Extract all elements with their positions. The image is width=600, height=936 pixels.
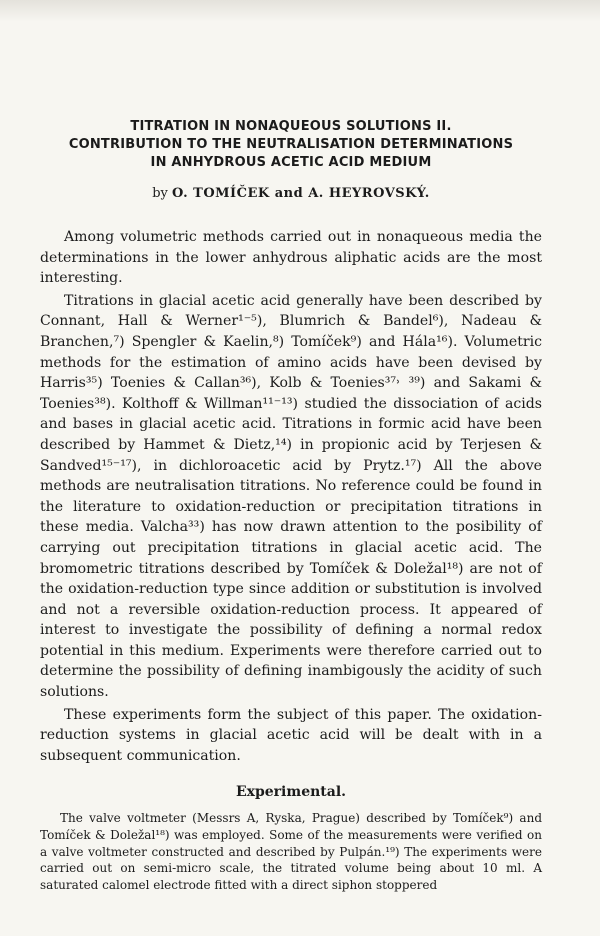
intro-paragraph-3: These experiments form the subject of this paper. The oxidation-reduction systems in glacial acetic acid will be dealt with in a subsequent communication. (40, 706, 542, 764)
paper-title (40, 118, 542, 172)
section-heading-experimental: Experimental. (235, 784, 347, 801)
byline-prefix: by (152, 186, 168, 201)
byline-authors: O. TOMÍČEK and A. HEYROVSKÝ. (172, 186, 430, 201)
intro-paragraph-2: Titrations in glacial acetic acid generally have been described by Connant, Hall & Werner¹⁻⁵), Blumrich & Bandel⁶), Nadeau & Branchen,⁷) Spengler & Kaelin,⁸) Tomíček⁹) and Hála¹⁶). Volumetric methods for the estimation of amino acids have been devised by Harris³⁵) Toenies & Callan³⁶), Kolb & Toenies³⁷˒ ³⁹) and Sakami & Toenies³⁸). Kolthoff & Willman¹¹⁻¹³) studied the dissociation of acids and bases in glacial acetic acid. Titrations in formic acid have been described by Hammet & Dietz,¹⁴) in propionic acid by Terjesen & Sandved¹⁵⁻¹⁷), in dichloroacetic acid by Prytz.¹⁷) All the above methods are neutralisation titrations. No reference could be found in the literature to oxidation-reduction or precipitation titrations in these media. Valcha³³) has now drawn attention to the posibility of carrying out precipitation titrations in glacial acetic acid. The bromometric titrations described by Tomíček & Doležal¹⁸) are not of the oxidation-reduction type since addition or substitution is involved and not a reversible oxidation-reduction process. It appeared of interest to investigate the possibility of defining a normal redox potential in this medium. Experiments were therefore carried out to determine the possibility of defining inambigously the acidity of such solutions. (40, 292, 542, 701)
title-line-3: IN ANHYDROUS ACETIC ACID MEDIUM (150, 155, 432, 170)
scan-top-edge (0, 0, 600, 22)
paper-page (40, 118, 542, 893)
experimental-paragraph: The valve voltmeter (Messrs A, Ryska, Prague) described by Tomíček⁹) and Tomíček & Doležal¹⁸) was employed. Some of the measurements were verified on a valve voltmeter constructed and described by Pulpán.¹⁹) The experiments were carried out on semi-micro scale, the titrated volume being about 10 ml. A saturated calomel electrode fitted with a direct siphon stoppered (40, 811, 542, 892)
title-line-1: TITRATION IN NONAQUEOUS SOLUTIONS II. (130, 119, 452, 134)
intro-paragraph-1: Among volumetric methods carried out in nonaqueous media the determinations in the lower anhydrous aliphatic acids are the most interesting. (40, 229, 542, 287)
byline (40, 186, 542, 201)
title-line-2: CONTRIBUTION TO THE NEUTRALISATION DETERMINATIONS (68, 137, 514, 152)
